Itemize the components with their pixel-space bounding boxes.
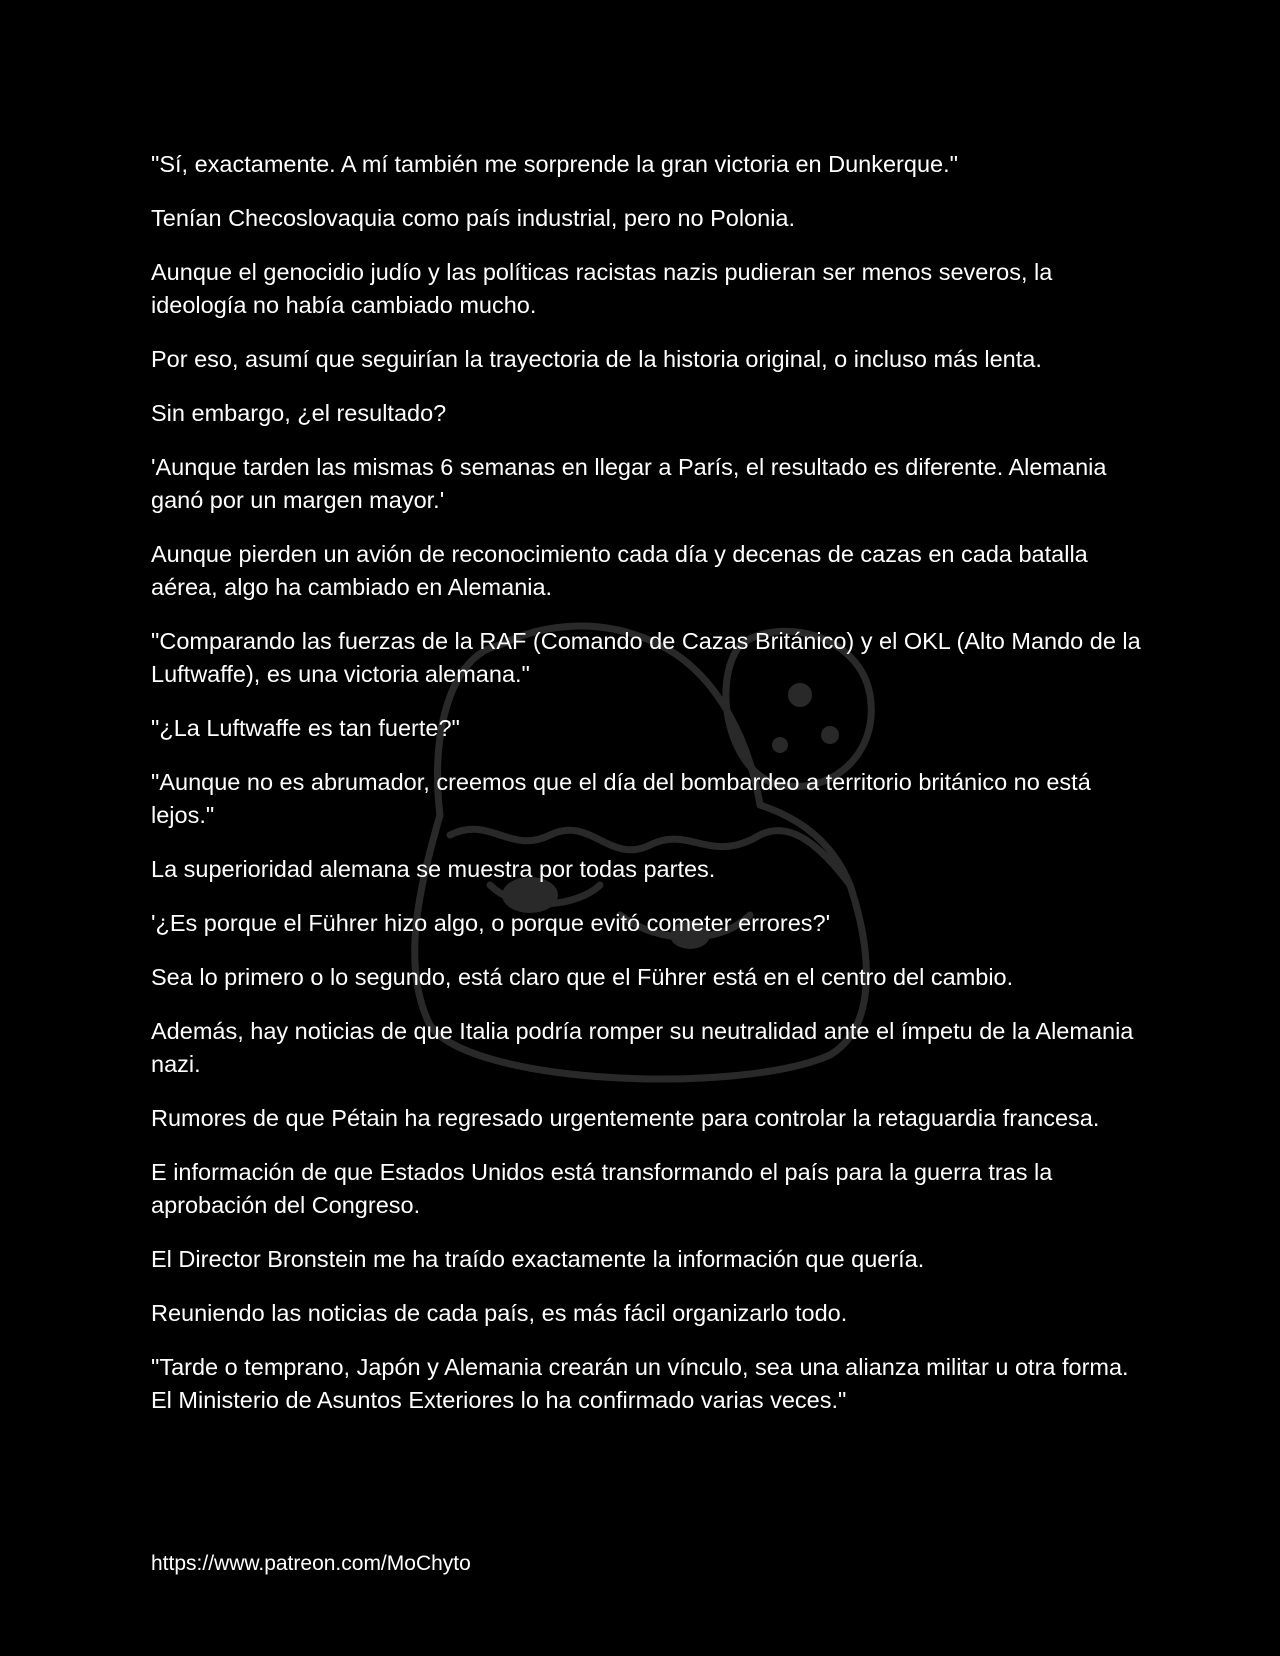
paragraph-2: Tenían Checoslovaquia como país industrial, pero no Polonia. (151, 205, 796, 231)
paragraph-6: 'Aunque tarden las mismas 6 semanas en llegar a París, el resultado es diferente. Alemania ganó por un margen mayor.' (151, 454, 1107, 513)
paragraph-1: "Sí, exactamente. A mí también me sorprende la gran victoria en Dunkerque." (151, 151, 958, 177)
paragraph-16: E información de que Estados Unidos está transformando el país para la guerra tras la aprobación del Congreso. (151, 1159, 1053, 1218)
paragraph-7: Aunque pierden un avión de reconocimiento cada día y decenas de cazas en cada batalla aérea, algo ha cambiado en Alemania. (151, 541, 1088, 600)
paragraph-19: "Tarde o temprano, Japón y Alemania crearán un vínculo, sea una alianza militar u otra forma. El Ministerio de Asuntos Exteriores lo ha confirmado varias veces." (151, 1354, 1129, 1413)
paragraph-5: Sin embargo, ¿el resultado? (151, 400, 447, 426)
paragraph-9: "¿La Luftwaffe es tan fuerte?" (151, 715, 460, 741)
paragraph-18: Reuniendo las noticias de cada país, es más fácil organizarlo todo. (151, 1300, 848, 1326)
paragraph-4: Por eso, asumí que seguirían la trayectoria de la historia original, o incluso más lenta. (151, 346, 1042, 372)
paragraph-14: Además, hay noticias de que Italia podría romper su neutralidad ante el ímpetu de la Alemania nazi. (151, 1018, 1134, 1077)
paragraph-13: Sea lo primero o lo segundo, está claro que el Führer está en el centro del cambio. (151, 964, 1014, 990)
paragraph-10: "Aunque no es abrumador, creemos que el día del bombardeo a territorio británico no está lejos." (151, 769, 1091, 828)
paragraph-17: El Director Bronstein me ha traído exactamente la información que quería. (151, 1246, 925, 1272)
paragraph-3: Aunque el genocidio judío y las políticas racistas nazis pudieran ser menos severos, la ideología no había cambiado mucho. (151, 259, 1053, 318)
paragraph-11: La superioridad alemana se muestra por todas partes. (151, 856, 716, 882)
document-body (151, 148, 1141, 1438)
patreon-link[interactable]: https://www.patreon.com/MoChyto (151, 1552, 471, 1575)
paragraph-12: '¿Es porque el Führer hizo algo, o porque evitó cometer errores?' (151, 910, 831, 936)
paragraph-8: "Comparando las fuerzas de la RAF (Comando de Cazas Británico) y el OKL (Alto Mando de la Luftwaffe), es una victoria alemana." (151, 628, 1141, 687)
paragraph-15: Rumores de que Pétain ha regresado urgentemente para controlar la retaguardia francesa. (151, 1105, 1100, 1131)
